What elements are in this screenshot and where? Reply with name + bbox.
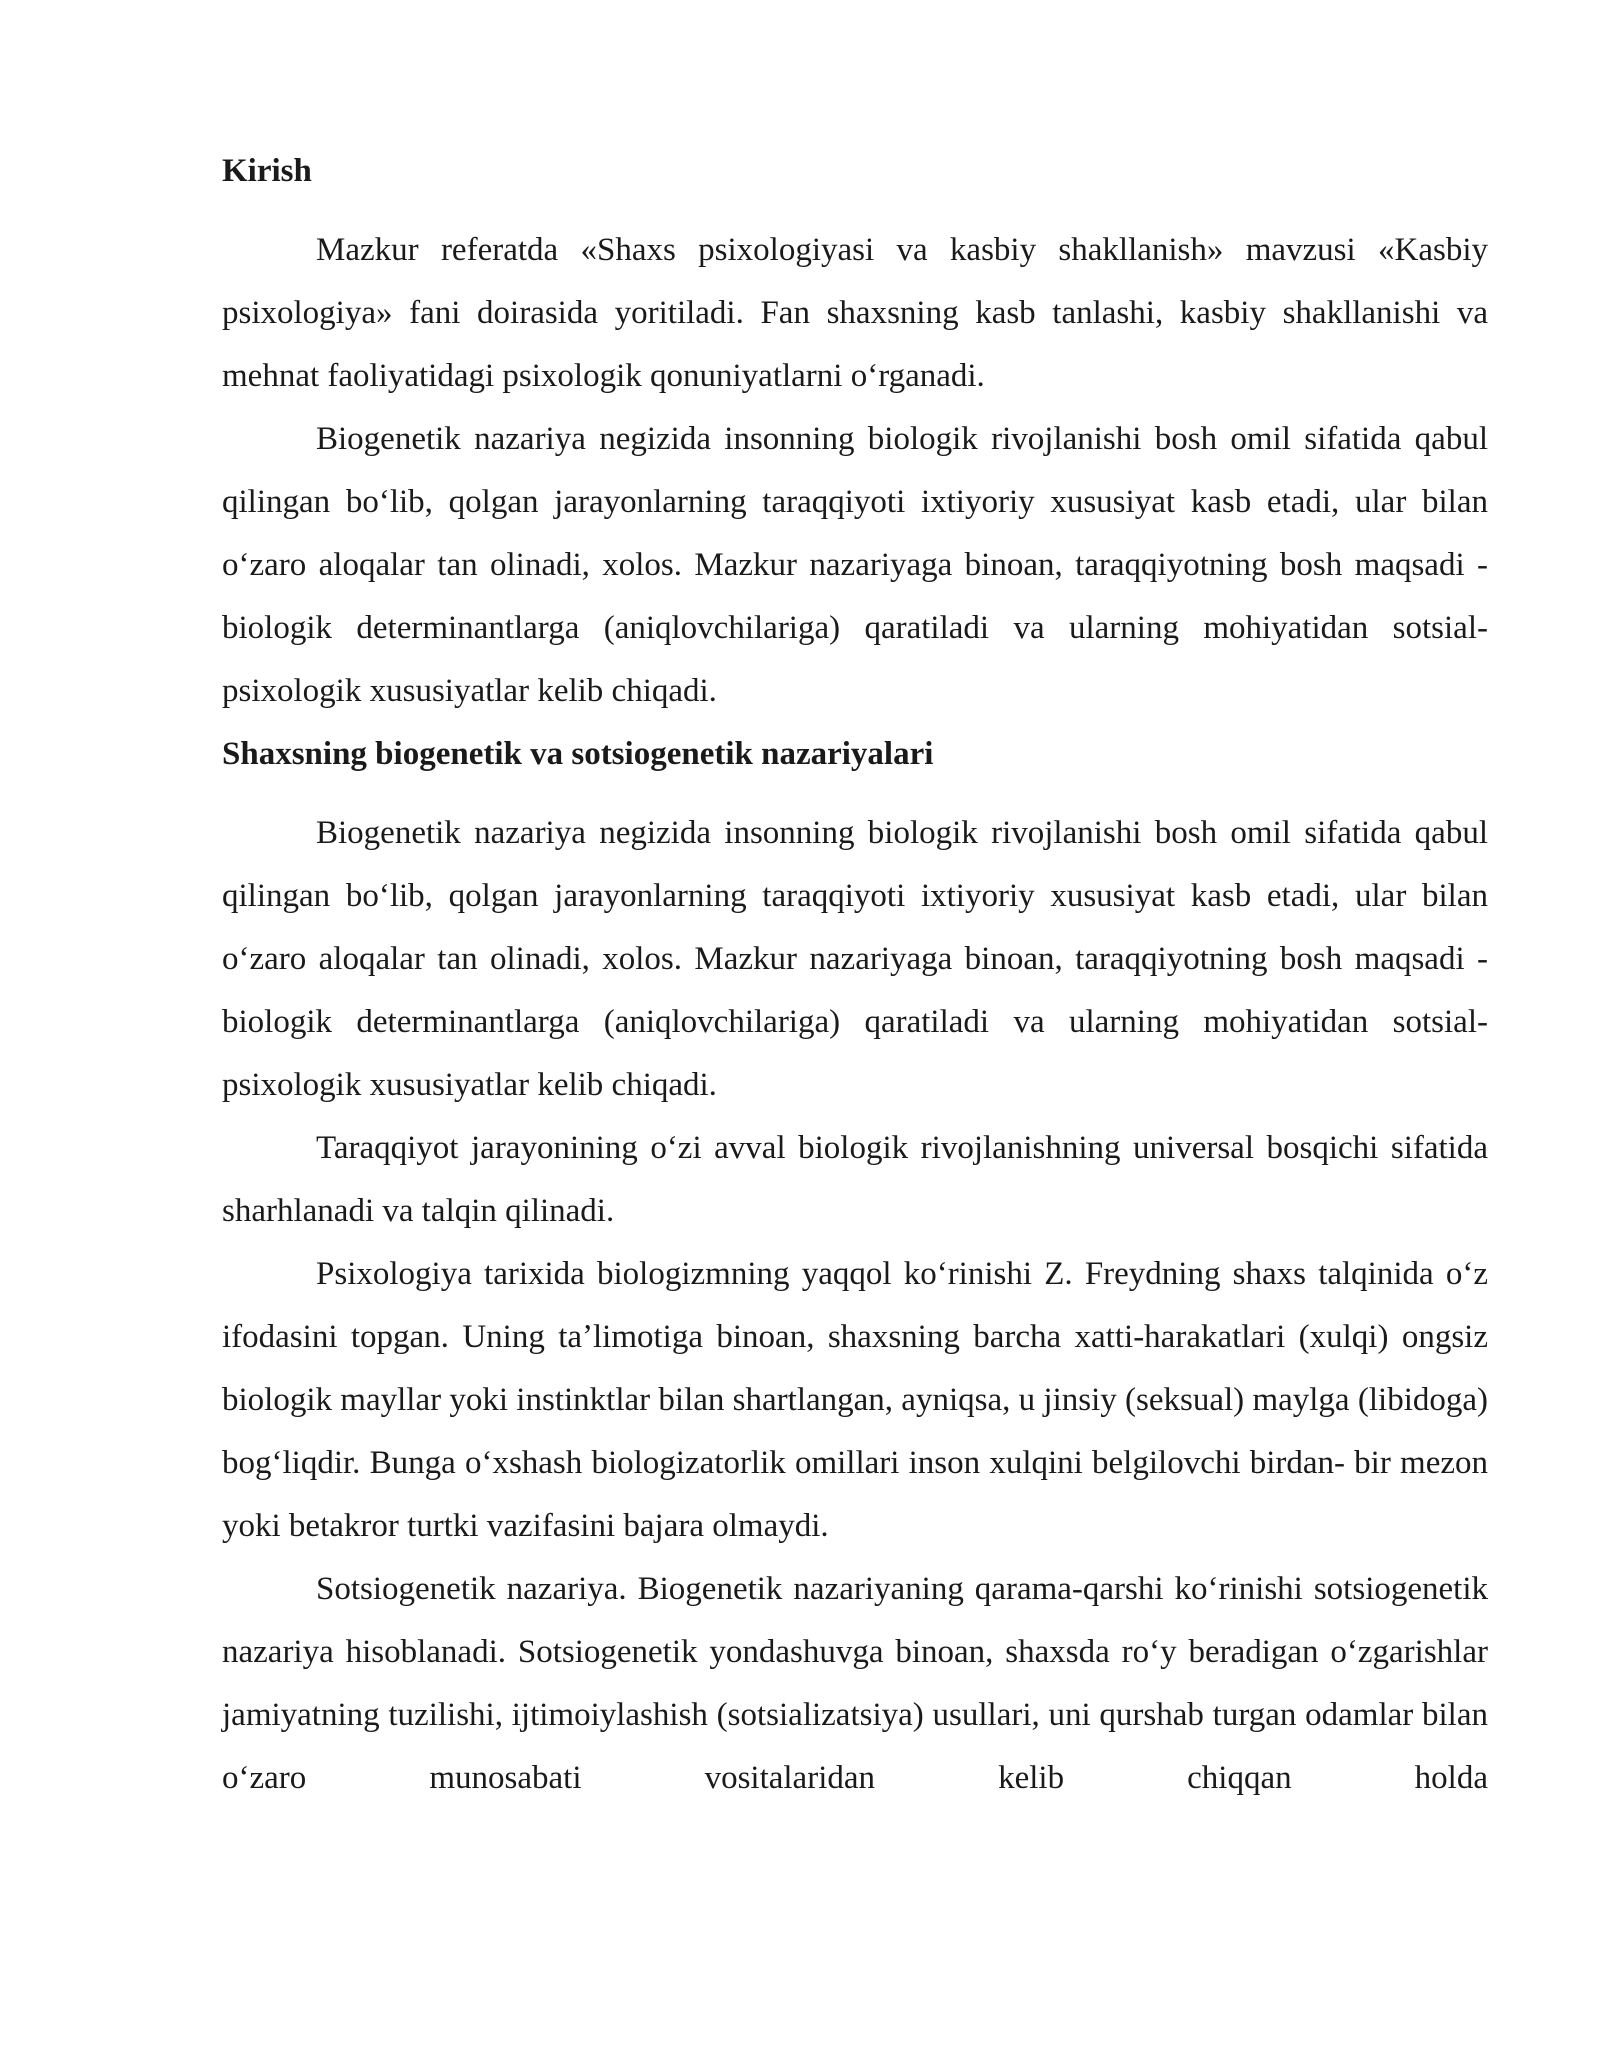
paragraph-section-1: Biogenetik nazariya negizida insonning biologik rivojlanishi bosh omil sifatida qabul qilingan boʻlib, qolgan jarayonlarning taraqqiyoti ixtiyoriy xususiyat kasb etadi, ular bilan oʻzaro aloqalar tan olinadi, xolos. Mazkur nazariyaga binoan, taraqqiyotning bosh maqsadi - biologik determinantlarga (aniqlovchilariga) qaratiladi va ularning mohiyatidan sotsial-psixologik xususiyatlar kelib chiqadi. — [222, 815, 1488, 1103]
paragraph-intro-2: Biogenetik nazariya negizida insonning biologik rivojlanishi bosh omil sifatida qabul qilingan boʻlib, qolgan jarayonlarning taraqqiyoti ixtiyoriy xususiyat kasb etadi, ular bilan oʻzaro aloqalar tan olinadi, xolos. Mazkur nazariyaga binoan, taraqqiyotning bosh maqsadi - biologik determinantlarga (aniqlovchilariga) qaratiladi va ularning mohiyatidan sotsial-psixologik xususiyatlar kelib chiqadi. — [222, 421, 1488, 709]
paragraph-section-2: Taraqqiyot jarayonining oʻzi avval biologik rivojlanishning universal bosqichi sifatida sharhlanadi va talqin qilinadi. — [222, 1130, 1488, 1229]
paragraph-intro-1: Mazkur referatda «Shaxs psixologiyasi va kasbiy shakllanish» mavzusi «Kasbiy psixologiya» fani doirasida yoritiladi. Fan shaxsning kasb tanlashi, kasbiy shakllanishi va mehnat faoliyatidagi psixologik qonuniyatlarni oʻrganadi. — [222, 232, 1488, 394]
heading-section: Shaxsning biogenetik va sotsiogenetik nazariyalari — [222, 736, 934, 772]
paragraph-section-4: Sotsiogenetik nazariya. Biogenetik nazariyaning qarama-qarshi koʻrinishi sotsiogenetik nazariya hisoblanadi. Sotsiogenetik yondashuvga binoan, shaxsda roʻy beradigan oʻzgarishlar jamiyatning tuzilishi, ijtimoiylashish (sotsializatsiya) usullari, uni qurshab turgan odamlar bilan oʻzaro munosabati vositalaridan kelib chiqqan holda — [222, 1571, 1488, 1796]
document-page — [222, 140, 1488, 1810]
paragraph-section-3: Psixologiya tarixida biologizmning yaqqol koʻrinishi Z. Freydning shaxs talqinida oʻz ifodasini topgan. Uning taʼlimotiga binoan, shaxsning barcha xatti-harakatlari (xulqi) ongsiz biologik mayllar yoki instinktlar bilan shartlangan, ayniqsa, u jinsiy (seksual) maylga (libidoga) bogʻliqdir. Bunga oʻxshash biologizatorlik omillari inson xulqini belgilovchi birdan- bir mezon yoki betakror turtki vazifasini bajara olmaydi. — [222, 1256, 1488, 1544]
heading-intro: Kirish — [222, 153, 312, 189]
